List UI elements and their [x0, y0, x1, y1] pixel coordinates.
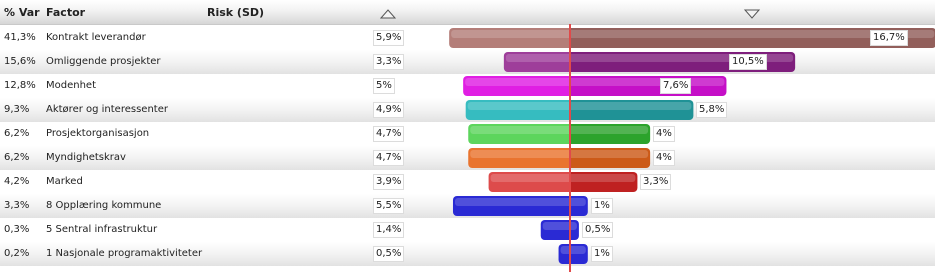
- pct-var-value: 9,3%: [4, 104, 30, 115]
- high-value-label: 4%: [653, 150, 675, 166]
- pct-var-value: 3,3%: [4, 200, 30, 211]
- pct-var-value: 15,6%: [4, 56, 36, 67]
- bar-highlight: [451, 30, 934, 38]
- low-value-label: 0,5%: [373, 246, 404, 262]
- low-value-label: 4,9%: [373, 102, 404, 118]
- risk-header[interactable]: Risk (SD): [207, 6, 265, 19]
- factor-name: Marked: [46, 176, 83, 187]
- factor-name: Kontrakt leverandør: [46, 32, 146, 43]
- bar-highlight: [491, 174, 636, 182]
- high-value-label: 0,5%: [582, 222, 613, 238]
- low-value-label: 1,4%: [373, 222, 404, 238]
- pct-var-value: 6,2%: [4, 152, 30, 163]
- low-value-label: 3,3%: [373, 54, 404, 70]
- pct-var-value: 0,2%: [4, 248, 30, 259]
- high-value-label: 4%: [653, 126, 675, 142]
- low-value-label: 4,7%: [373, 150, 404, 166]
- bar-highlight: [543, 222, 577, 230]
- factor-name: 8 Opplæring kommune: [46, 200, 162, 211]
- bar-highlight: [561, 246, 586, 254]
- factor-name: Omliggende prosjekter: [46, 56, 161, 67]
- pct-var-header[interactable]: % Var: [4, 6, 40, 19]
- high-value-label: 1%: [591, 246, 613, 262]
- high-value-label: 5,8%: [696, 102, 727, 118]
- pct-var-value: 4,2%: [4, 176, 30, 187]
- factor-name: Modenhet: [46, 80, 96, 91]
- factor-name: Prosjektorganisasjon: [46, 128, 150, 139]
- low-value-label: 3,9%: [373, 174, 404, 190]
- factor-header[interactable]: Factor: [46, 6, 86, 19]
- low-value-label: 5,9%: [373, 30, 404, 46]
- factor-name: Aktører og interessenter: [46, 104, 168, 115]
- pct-var-value: 41,3%: [4, 32, 36, 43]
- pct-var-value: 12,8%: [4, 80, 36, 91]
- factor-name: Myndighetskrav: [46, 152, 126, 163]
- high-value-label: 1%: [591, 198, 613, 214]
- factor-name: 1 Nasjonale programaktiviteter: [46, 248, 203, 259]
- bar-highlight: [468, 102, 692, 110]
- bar-highlight: [470, 150, 648, 158]
- low-value-label: 4,7%: [373, 126, 404, 142]
- low-value-label: 5%: [373, 78, 395, 94]
- high-value-label: 3,3%: [640, 174, 671, 190]
- low-value-label: 5,5%: [373, 198, 404, 214]
- factor-name: 5 Sentral infrastruktur: [46, 224, 158, 235]
- high-value-label: 10,5%: [729, 54, 767, 70]
- bar-highlight: [470, 126, 648, 134]
- pct-var-value: 6,2%: [4, 128, 30, 139]
- high-value-label: 16,7%: [870, 30, 908, 46]
- high-value-label: 7,6%: [660, 78, 691, 94]
- bar-highlight: [455, 198, 586, 206]
- pct-var-value: 0,3%: [4, 224, 30, 235]
